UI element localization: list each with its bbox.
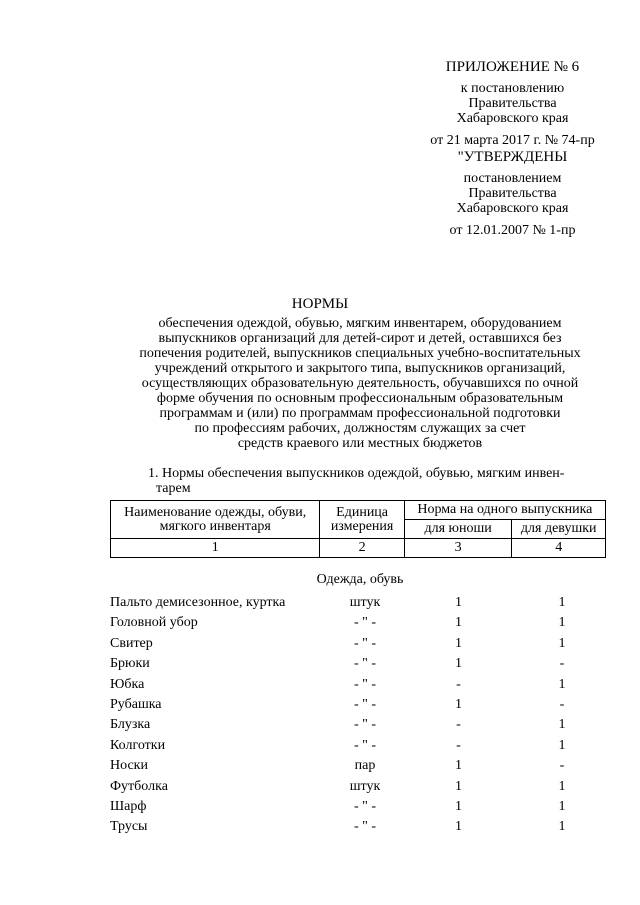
subtitle-line: средств краевого или местных бюджетов	[237, 436, 483, 451]
document-subtitle	[110, 316, 610, 451]
item-name: Блузка	[110, 717, 151, 733]
item-name: Шарф	[110, 798, 147, 814]
government-line: Правительства	[468, 96, 557, 111]
item-boys: 1	[455, 595, 462, 610]
item-girls: 1	[558, 676, 566, 692]
table-row	[110, 778, 630, 798]
item-girls: 1	[558, 635, 566, 651]
decree-date-line: от 21 марта 2017 г. № 74-пр	[430, 133, 595, 148]
subtitle-line: попечения родителей, выпускников специальных учебно-воспитательных	[139, 346, 581, 361]
item-unit: - " -	[353, 656, 377, 672]
header-boys: для юноши	[404, 520, 512, 539]
item-boys: -	[456, 676, 461, 692]
subtitle-line: обеспечения одеждой, обувью, мягким инвентарем, оборудованием	[158, 316, 562, 331]
section-heading	[148, 466, 618, 496]
item-girls: 1	[558, 798, 566, 814]
item-name: Свитер	[110, 635, 153, 651]
approved-decree-line: постановлением	[463, 171, 562, 186]
item-name: Трусы	[110, 819, 148, 835]
item-unit: - " -	[353, 696, 377, 712]
item-name: Головной убор	[110, 615, 198, 631]
item-boys: 1	[455, 798, 462, 814]
item-unit: - " -	[353, 717, 377, 733]
item-girls: -	[559, 656, 565, 672]
table-number-row	[111, 539, 606, 558]
appendix-title: ПРИЛОЖЕНИЕ № 6	[445, 59, 580, 75]
table-row	[110, 655, 630, 675]
table-row	[110, 594, 630, 614]
item-girls: 1	[558, 615, 566, 631]
column-number: 1	[111, 539, 320, 558]
item-girls: 1	[558, 737, 566, 753]
approved-title: "УТВЕРЖДЕНЫ	[457, 149, 568, 165]
subtitle-line: осуществляющих образовательную деятельность, обучавшихся по очной	[141, 376, 579, 391]
section-heading-line: тарем	[156, 481, 191, 496]
table-row	[110, 614, 630, 634]
subtitle-line: по профессиям рабочих, должностям служащих за счет	[194, 421, 526, 436]
header-norm: Норма на одного выпускника	[404, 501, 605, 520]
table-row	[110, 737, 630, 757]
item-girls: -	[559, 758, 565, 774]
item-unit: - " -	[353, 819, 377, 835]
item-boys: -	[456, 717, 461, 733]
item-name: Носки	[110, 758, 148, 774]
header-girls: для девушки	[512, 520, 606, 539]
item-unit: - " -	[353, 798, 377, 814]
item-name: Колготки	[110, 737, 166, 753]
appendix-header	[395, 60, 630, 148]
subtitle-line: программам и (или) по программам профессиональной подготовки	[159, 406, 561, 421]
header-unit: Единица измерения	[320, 501, 404, 539]
table-row	[110, 716, 630, 736]
item-girls: 1	[558, 717, 566, 733]
item-name: Футболка	[110, 778, 168, 794]
approved-header	[395, 150, 630, 238]
region-line: Хабаровского края	[456, 111, 569, 126]
column-number: 3	[404, 539, 512, 558]
item-girls: 1	[558, 819, 566, 835]
item-name: Пальто демисезонное, куртка	[110, 595, 286, 610]
subtitle-line: учреждений открытого и закрытого типа, выпускников организаций,	[154, 361, 566, 376]
table-row	[110, 676, 630, 696]
item-unit: - " -	[353, 737, 377, 753]
table-row	[110, 818, 630, 838]
item-boys: 1	[455, 615, 462, 631]
item-boys: 1	[455, 778, 462, 794]
column-number: 4	[512, 539, 606, 558]
table-row	[110, 798, 630, 818]
item-unit: штук	[349, 595, 381, 610]
item-boys: 1	[455, 635, 462, 651]
section-heading-line: 1. Нормы обеспечения выпускников одеждой, обувью, мягким инвен-	[148, 466, 565, 481]
table-row	[110, 635, 630, 655]
group-heading: Одежда, обувь	[316, 572, 404, 587]
item-boys: 1	[455, 819, 462, 835]
item-girls: 1	[558, 595, 566, 610]
subtitle-line: форме обучения по основным профессиональным образовательным	[156, 391, 564, 406]
item-name: Рубашка	[110, 696, 162, 712]
item-name: Юбка	[110, 676, 145, 692]
item-unit: - " -	[353, 635, 377, 651]
item-unit: штук	[349, 778, 381, 794]
item-name: Брюки	[110, 656, 150, 672]
document-title: НОРМЫ	[291, 296, 349, 312]
item-unit: - " -	[353, 615, 377, 631]
header-name: Наименование одежды, обуви, мягкого инвентаря	[111, 501, 320, 539]
subtitle-line: выпускников организаций для детей-сирот и детей, оставшихся без	[158, 331, 562, 346]
table-row	[110, 696, 630, 716]
items-list	[110, 594, 630, 839]
item-girls: -	[559, 696, 565, 712]
item-unit: - " -	[353, 676, 377, 692]
item-boys: 1	[455, 696, 462, 712]
to-decree-line: к постановлению	[460, 81, 565, 96]
item-boys: -	[456, 737, 461, 753]
approved-government-line: Правительства	[468, 186, 557, 201]
table-row	[110, 757, 630, 777]
item-boys: 1	[455, 758, 462, 774]
item-boys: 1	[455, 656, 462, 672]
approved-region-line: Хабаровского края	[456, 201, 569, 216]
item-girls: 1	[558, 778, 566, 794]
item-unit: пар	[354, 758, 376, 774]
column-number: 2	[320, 539, 404, 558]
norms-table	[110, 500, 606, 558]
table-header-row	[111, 501, 606, 520]
approved-date-line: от 12.01.2007 № 1-пр	[449, 223, 576, 238]
